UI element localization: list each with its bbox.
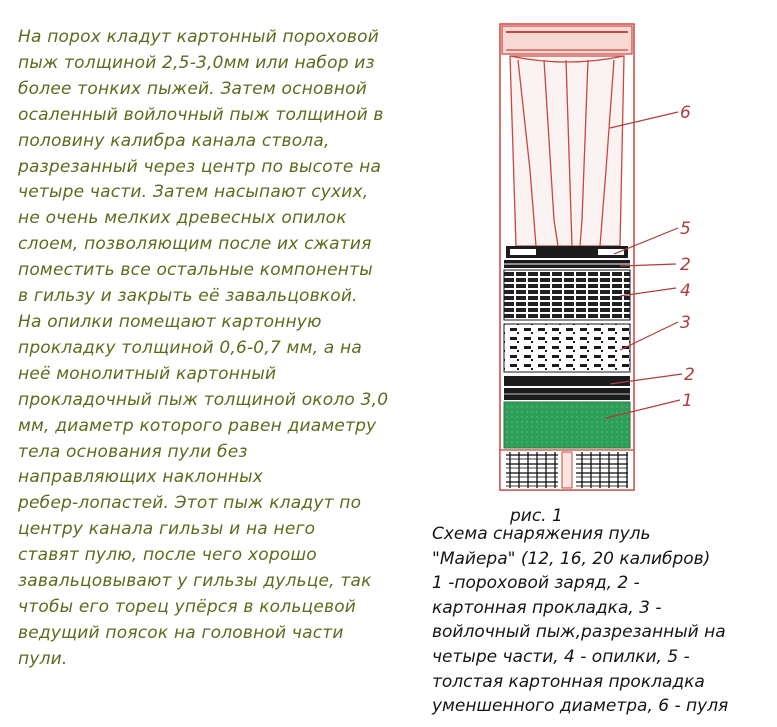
- caption-line: картонная прокладка, 3 -: [432, 597, 662, 618]
- body-line: разрезанный через центр по высоте на: [18, 156, 382, 177]
- body-line: пули.: [18, 648, 68, 669]
- body-line: ведущий поясок на головной части: [18, 622, 344, 643]
- caption-line: 1 -пороховой заряд, 2 -: [432, 573, 640, 594]
- body-line: На порох кладут картонный пороховой: [18, 27, 379, 47]
- body-line: пыж толщиной 2,5-3,0мм или набор из: [18, 52, 375, 73]
- body-line: слоем, позволяющим после их сжатия: [18, 234, 372, 255]
- body-line: неё монолитный картонный: [18, 363, 277, 384]
- figure-caption: [432, 522, 774, 719]
- body-line: тела основания пули без: [18, 441, 248, 462]
- body-line: завальцовывают у гильзы дульце, так: [18, 571, 372, 592]
- body-line: в гильзу и закрыть её завальцовкой.: [18, 286, 358, 307]
- wad-2-lower: [504, 376, 630, 386]
- label-4: 4: [680, 281, 691, 301]
- caption-line: войлочный пыж,разрезанный на: [432, 622, 726, 643]
- body-line: чтобы его торец упёрся в кольцевой: [18, 596, 357, 617]
- body-line: ребер-лопастей. Этот пыж кладут по: [18, 493, 362, 514]
- label-5: 5: [680, 219, 691, 239]
- label-2b: 2: [684, 365, 695, 385]
- body-paragraph: [18, 25, 428, 673]
- caption-line: Схема снаряжения пуль: [432, 524, 651, 544]
- figure-number: рис. 1: [510, 506, 563, 526]
- body-line: мм, диаметр которого равен диаметру: [18, 415, 377, 436]
- label-3: 3: [680, 313, 691, 333]
- label-2a: 2: [680, 255, 691, 275]
- cartridge-diagram: [480, 20, 770, 500]
- caption-line: уменшенного диаметра, 6 - пуля: [432, 696, 729, 717]
- body-line: четыре части. Затем насыпают сухих,: [18, 182, 369, 203]
- body-line: прокладочный пыж толщиной около 3,0: [18, 389, 389, 410]
- body-line: ставят пулю, после чего хорошо: [18, 545, 317, 566]
- body-line: не очень мелких древесных опилок: [18, 208, 347, 229]
- caption-line: "Майера" (12, 16, 20 калибров): [432, 548, 711, 569]
- leader-5: [614, 228, 678, 254]
- body-line: более тонких пыжей. Затем основной: [18, 78, 367, 99]
- label-1: 1: [682, 391, 693, 411]
- felt-wad-3: [504, 324, 630, 372]
- bullet: [510, 56, 624, 246]
- body-line: прокладку толщиной 0,6-0,7 мм, а на: [18, 337, 362, 358]
- sawdust-4: [504, 270, 630, 320]
- body-line: направляющих наклонных: [18, 467, 263, 488]
- label-6: 6: [680, 103, 691, 123]
- caption-line: толстая картонная прокладка: [432, 671, 705, 692]
- body-line: поместить все остальные компоненты: [18, 260, 373, 281]
- powder-charge-1: [504, 402, 630, 448]
- body-line: На опилки помещают картонную: [18, 311, 322, 332]
- body-line: осаленный войлочный пыж толщиной в: [18, 104, 384, 125]
- body-line: центру канала гильзы и на него: [18, 519, 316, 540]
- body-line: половину калибра канала ствола,: [18, 130, 330, 151]
- caption-line: четыре части, 4 - опилки, 5 -: [432, 646, 690, 667]
